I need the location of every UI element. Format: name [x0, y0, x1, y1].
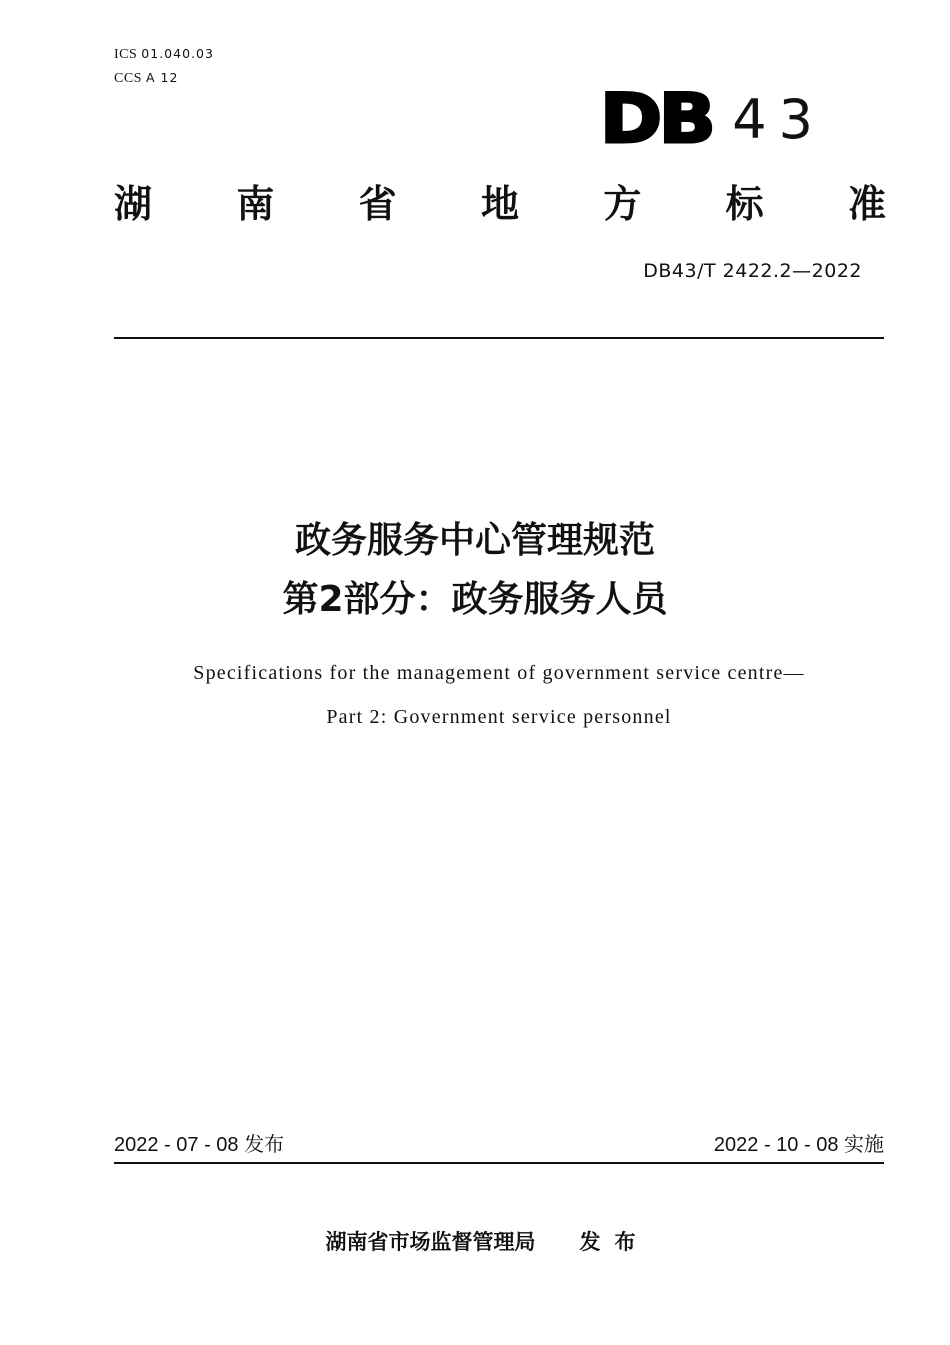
- standard-type-char: 湖: [114, 182, 153, 226]
- title-en-line1: Specifications for the management of government service centre—: [193, 662, 805, 684]
- standard-type-char: 南: [236, 182, 275, 226]
- ics-code: 01.040.03: [141, 46, 214, 61]
- ccs-line: [114, 70, 178, 87]
- db-province-number: 43: [732, 88, 825, 151]
- standard-type-char: 标: [725, 182, 764, 226]
- standard-number: DB43/T 2422.2—2022: [643, 260, 862, 282]
- db-logo: [600, 80, 825, 159]
- issuer-name: 湖南省市场监督管理局: [325, 1230, 536, 1254]
- standard-type-char: 准: [847, 182, 886, 226]
- standard-type-char: 省: [358, 182, 397, 226]
- implement-date: 2022 - 10 - 08 实施: [713, 1134, 884, 1156]
- title-en-line2: Part 2: Government service personnel: [326, 706, 672, 728]
- ccs-label: CCS: [114, 71, 142, 86]
- standard-type-char: 方: [603, 182, 642, 226]
- title-cn-line2: 第2部分：政务服务人员: [282, 579, 668, 620]
- ccs-code: A 12: [145, 70, 179, 85]
- title-cn-line1: 政务服务中心管理规范: [294, 520, 655, 561]
- top-divider: [114, 337, 884, 339]
- ics-line: [114, 46, 214, 63]
- issuer-action: 发布: [579, 1230, 650, 1254]
- db-mark: DB: [600, 80, 713, 159]
- standard-type-heading: [114, 180, 886, 228]
- ics-label: ICS: [114, 47, 138, 62]
- bottom-divider: [114, 1162, 884, 1164]
- standard-type-char: 地: [480, 182, 519, 226]
- issuer-line: [0, 1228, 950, 1256]
- publish-date: 2022 - 07 - 08 发布: [114, 1134, 285, 1156]
